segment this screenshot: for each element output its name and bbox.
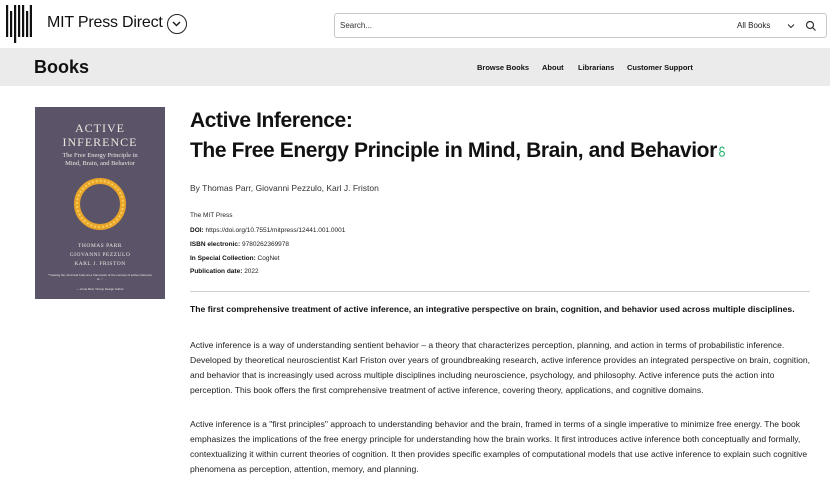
pubdate-label: Publication date: [190,268,243,275]
isbn-label: ISBN electronic: [190,241,241,248]
search-input[interactable] [340,17,720,34]
publisher: The MIT Press [190,212,233,219]
cover-subtitle-line2: Mind, Brain, and Behavior [65,160,135,167]
book-title-line1: Active Inference: [190,109,353,132]
mit-press-logo[interactable] [6,5,32,43]
pubdate-row [190,268,259,275]
chevron-down-icon[interactable] [786,21,796,31]
cover-blurb: "Treating the mind and brain as a framework of the concept of active inference is..." [48,273,152,281]
cover-title-line1: ACTIVE [75,121,125,135]
description-paragraph-1: Active inference is a way of understanding sentient behavior – a theory that characterizes perception, planning, and action in terms of probabilistic inference. Developed by theoretical neuroscientist Karl Friston over years of groundbreaking research, active inference provides an integrated perspective on brain, cognition, and behavior that is increasingly used across multiple disciplines including neuroscience, psychology, and philosophy. Active inference puts the action into perception. This book offers the first comprehensive treatment of active inference, covering theory, applications, and cognitive domains. [190,340,811,395]
cover-subtitle-line1: The Free Energy Principle in [62,152,138,159]
books-navbar [0,48,830,86]
cover-blurb-credit: — Anna Mult, Timely Design Author [76,287,124,291]
cover-ring-illustration [70,174,130,234]
open-access-lock-icon [718,146,726,157]
collection-link[interactable]: CogNet [257,255,280,262]
cover-author-1: THOMAS PARR [78,243,122,249]
cover-author-3: KARL J. FRISTON [74,261,126,267]
divider [190,291,810,292]
site-switcher-button[interactable] [167,14,187,34]
doi-row [190,227,345,234]
nav-about[interactable]: About [542,63,564,72]
description-paragraph-2: Active inference is a "first principles" approach to understanding behavior and the brain, framed in terms of a single imperative to minimize free energy. The book emphasizes the implications of the free energy principle for understanding how the brain works. It first introduces active inference both conceptually and formally, contextualizing it within current theories of cognition. It then provides specific examples of computational models that use active inference to explain such cognitive phenomena as perception, attention, memory, and planning. [190,419,808,474]
section-title[interactable]: Books [34,57,90,77]
authors-links[interactable]: Thomas Parr, Giovanni Pezzulo, Karl J. Friston [202,183,379,193]
authors-line [190,183,379,193]
search-bar [334,13,827,38]
description-lead: The first comprehensive treatment of active inference, an integrative perspective on brain, cognition, and behavior used across multiple disciplines. [190,304,795,314]
top-header [0,0,830,48]
authors-prefix: By [190,183,200,193]
doi-link[interactable]: https://doi.org/10.7551/mitpress/12441.001.0001 [205,227,346,234]
collection-row [190,255,280,262]
chevron-down-icon [168,15,185,32]
nav-librarians[interactable]: Librarians [578,63,615,72]
search-icon[interactable] [805,20,817,32]
nav-customer-support[interactable]: Customer Support [627,63,693,72]
book-title-line2-wrap [190,139,726,163]
collection-label: In Special Collection: [190,255,256,262]
nav-browse-books[interactable]: Browse Books [477,63,530,72]
isbn-row [190,241,289,248]
search-scope-select[interactable]: All Books [737,21,771,30]
cover-title-line2: INFERENCE [62,135,138,149]
book-title-line2: The Free Energy Principle in Mind, Brain, and Behavior [190,139,717,162]
isbn-value: 9780262369978 [242,241,290,248]
cover-author-2: GIOVANNI PEZZULO [69,252,131,258]
doi-label: DOI: [190,227,204,234]
pubdate-value: 2022 [244,268,259,275]
book-cover [35,107,165,299]
site-brand[interactable]: MIT Press Direct [47,14,163,31]
